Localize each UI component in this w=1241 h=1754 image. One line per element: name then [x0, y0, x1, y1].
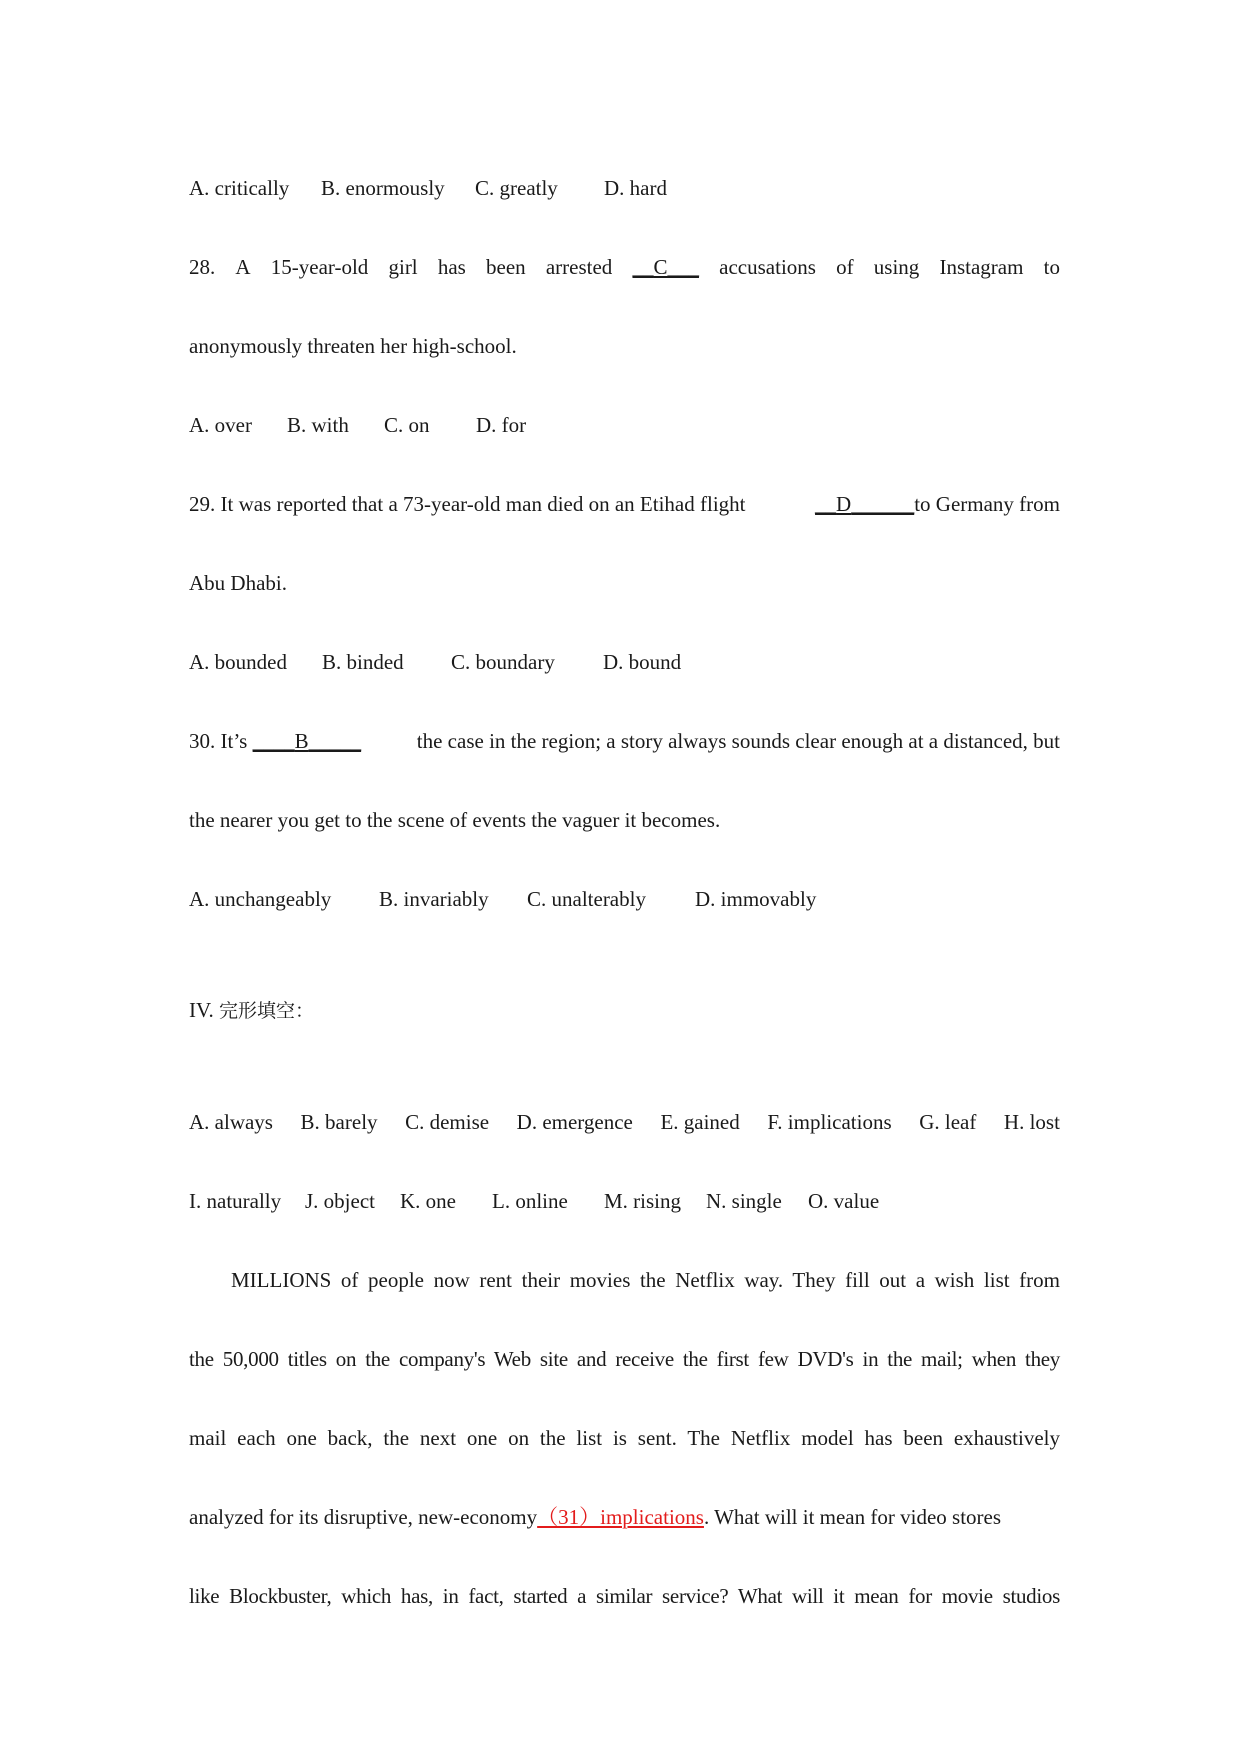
word-bank-item: O. value: [808, 1189, 880, 1213]
q27-options: [189, 173, 1060, 203]
q28-options: [189, 410, 1060, 440]
word-bank-row-2: [189, 1186, 1060, 1216]
q29-option-a: A. bounded: [189, 650, 287, 674]
word-bank-item: K. one: [400, 1189, 456, 1213]
word-bank-item: F. implications: [767, 1110, 892, 1134]
q29-answer: D: [836, 492, 852, 516]
passage-line-with-answer: analyzed for its disruptive, new-economy（31）implications. What will it mean for video stores: [189, 1505, 1002, 1529]
q28-word: to: [1043, 255, 1060, 279]
word-bank-item: D. emergence: [516, 1110, 633, 1134]
q28-option-a: A. over: [189, 413, 252, 437]
q28-option-d: D. for: [476, 413, 527, 437]
q30-line1: [189, 726, 1060, 756]
q29-option-d: D. bound: [603, 650, 682, 674]
q29-option-b: B. binded: [322, 650, 404, 674]
q29-text-before: 29. It was reported that a 73-year-old man died on an Etihad flight: [189, 492, 746, 516]
q29-option-c: C. boundary: [451, 650, 555, 674]
q29-options: [189, 647, 1060, 677]
q28-word: 28.: [189, 255, 216, 279]
passage-line: mail each one back, the next one on the list is sent. The Netflix model has been exhaustively: [189, 1426, 1060, 1450]
q28-word: been: [486, 255, 526, 279]
passage-line: the 50,000 titles on the company's Web site and receive the first few DVD's in the mail; when they: [189, 1347, 1060, 1371]
word-bank-item: G. leaf: [919, 1110, 977, 1134]
q28-word: has: [437, 255, 466, 279]
q27-option-a: A. critically: [189, 176, 290, 200]
q28-answer: C: [653, 255, 668, 279]
word-bank-item: C. demise: [405, 1110, 490, 1134]
q28-word: accusations: [719, 255, 816, 279]
passage-line: like Blockbuster, which has, in fact, started a similar service? What will it mean for movie studios: [189, 1584, 1060, 1608]
q30-option-a: A. unchangeably: [189, 887, 332, 911]
word-bank-item: N. single: [706, 1189, 782, 1213]
q29-line2: Abu Dhabi.: [189, 571, 287, 595]
q28-word: using: [873, 255, 920, 279]
q28-line2: anonymously threaten her high-school.: [189, 334, 517, 358]
word-bank-item: M. rising: [604, 1189, 682, 1213]
q29-answer-blank: __D______: [815, 492, 915, 516]
q30-option-b: B. invariably: [379, 887, 489, 911]
word-bank-item: B. barely: [300, 1110, 378, 1134]
q30-line2: the nearer you get to the scene of events the vaguer it becomes.: [189, 808, 721, 832]
q30-text-before: 30. It’s: [189, 729, 248, 753]
word-bank-item: L. online: [492, 1189, 568, 1213]
q30-text-after: the case in the region; a story always sounds clear enough at a distanced, but: [416, 729, 1060, 753]
q28-word: 15-year-old: [270, 255, 369, 279]
q27-option-c: C. greatly: [475, 176, 558, 200]
word-bank-item: I. naturally: [189, 1189, 282, 1213]
q28-line1: [189, 252, 1060, 282]
q28-answer-blank: __C___: [632, 255, 699, 279]
q30-options: [189, 884, 1060, 914]
passage-line: MILLIONS of people now rent their movies the Netflix way. They fill out a wish list from: [231, 1268, 1060, 1292]
q30-option-c: C. unalterably: [527, 887, 646, 911]
word-bank-item: E. gained: [660, 1110, 740, 1134]
q28-word: arrested: [545, 255, 613, 279]
q29-text-after: to Germany from: [914, 492, 1060, 516]
word-bank-item: H. lost: [1003, 1110, 1060, 1134]
q27-option-d: D. hard: [604, 176, 667, 200]
section-heading: [189, 995, 1060, 1026]
q29-line1: [189, 489, 1060, 519]
word-bank-row-1: [189, 1107, 1060, 1137]
q30-option-d: D. immovably: [695, 887, 817, 911]
q28-word: Instagram: [939, 255, 1024, 279]
q28-word: A: [235, 255, 251, 279]
q28-word: of: [836, 255, 854, 279]
section-title: 完形填空：: [218, 1000, 314, 1022]
q28-word: girl: [388, 255, 418, 279]
q28-option-c: C. on: [384, 413, 430, 437]
word-bank-item: J. object: [305, 1189, 375, 1213]
q27-option-b: B. enormously: [321, 176, 445, 200]
section-roman-numeral: IV.: [189, 998, 214, 1022]
word-bank-item: A. always: [189, 1110, 273, 1134]
answer-31: （31）implications: [537, 1505, 704, 1529]
q30-answer-blank: ____B_____: [252, 729, 362, 753]
q30-answer: B: [294, 729, 309, 753]
q28-option-b: B. with: [287, 413, 349, 437]
